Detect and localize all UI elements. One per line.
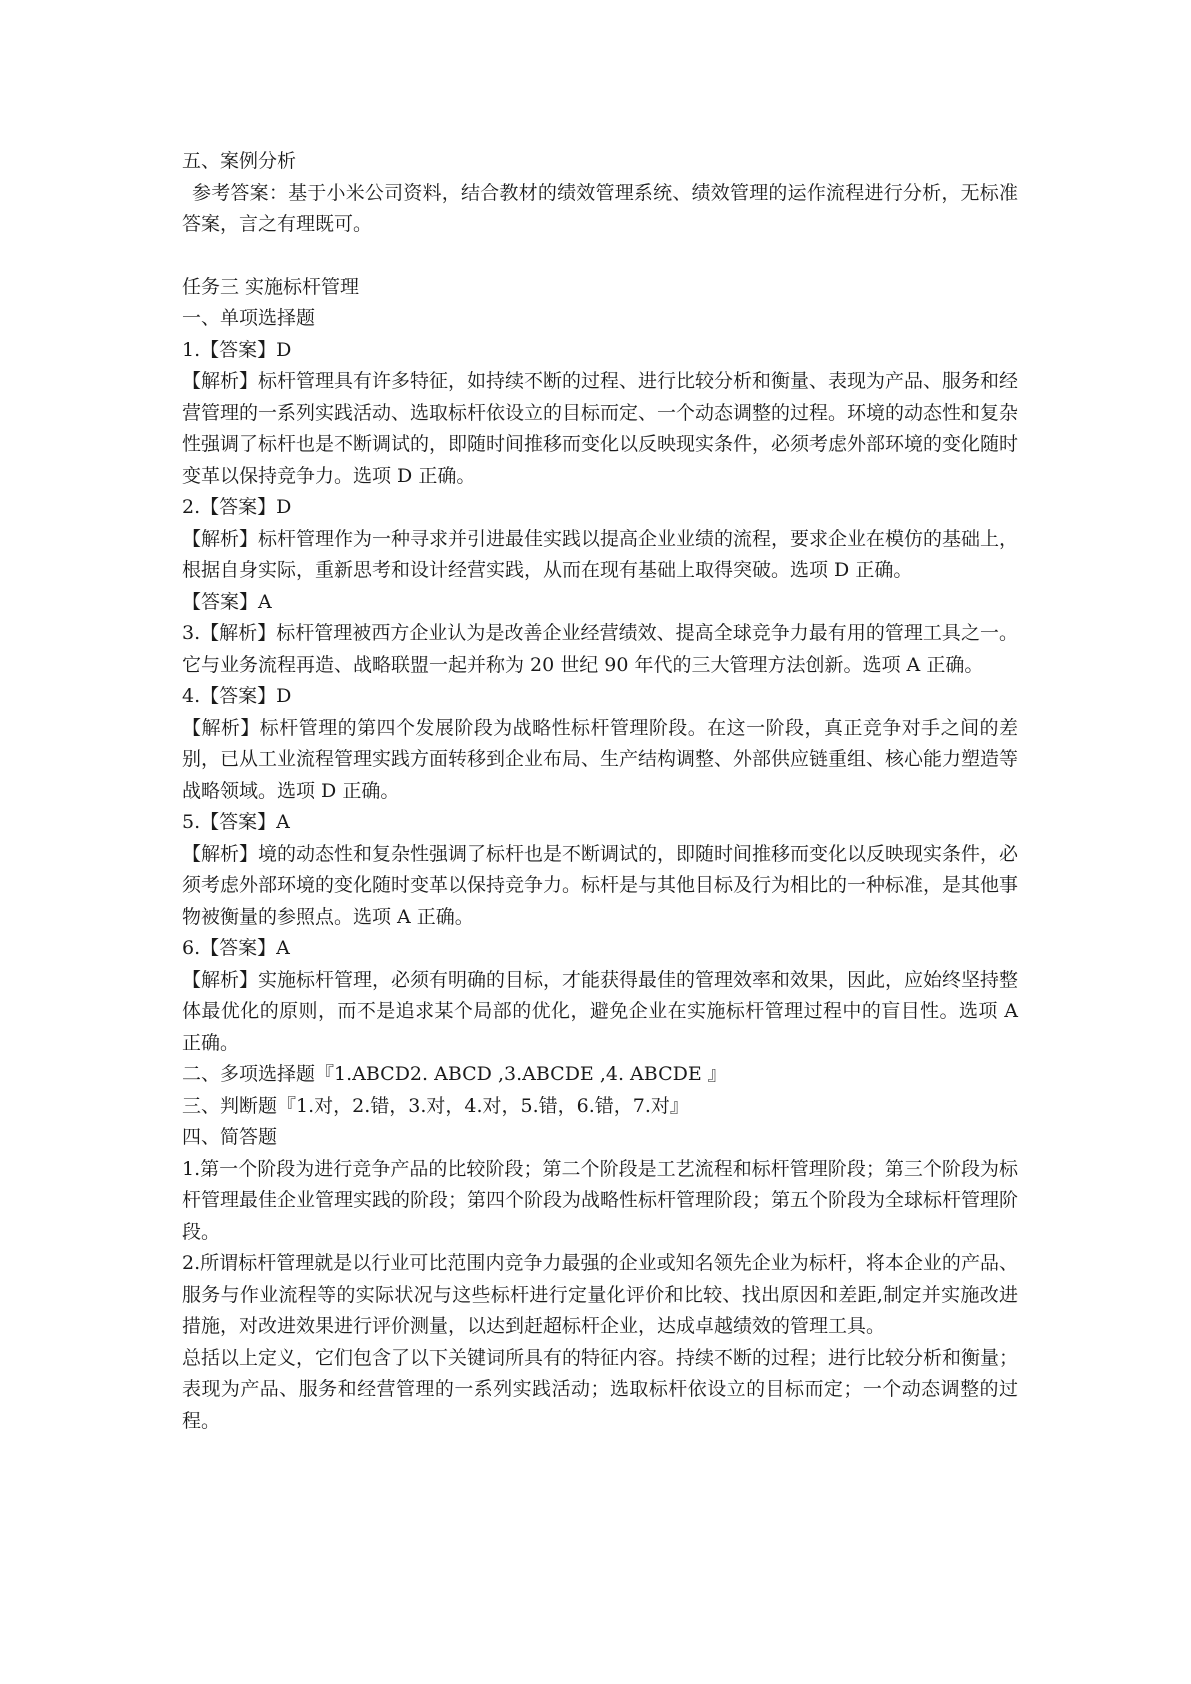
q1-answer: 1.【答案】D: [182, 338, 292, 361]
q4-answer: 4.【答案】D: [182, 685, 292, 707]
q4-analysis: 【解析】标杆管理的第四个发展阶段为战略性标杆管理阶段。在这一阶段，真正竞争对手之间的差别，已从工业流程管理实践方面转移到企业布局、生产结构调整、外部供应链重组、核心能力塑造等战略领域。选项 D 正确。: [182, 716, 1019, 802]
q2-analysis: 【解析】标杆管理作为一种寻求并引进最佳实践以提高企业业绩的流程，要求企业在模仿的基础上，根据自身实际，重新思考和设计经营实践，从而在现有基础上取得突破。选项 D 正确。: [182, 527, 1019, 581]
document-page: [182, 146, 1018, 1437]
single-choice-heading: 一、单项选择题: [182, 307, 316, 329]
q5-answer: 5.【答案】A: [182, 811, 290, 833]
short-answer-paragraph: 2.所谓标杆管理就是以行业可比范围内竞争力最强的企业或知名领先企业为标杆，将本企业的产品、服务与作业流程等的实际状况与这些标杆进行定量化评价和比较、找出原因和差距,制定并实施改进措施，对改进效果进行评价测量，以达到赶超标杆企业，达成卓越绩效的管理工具。: [182, 1252, 1018, 1337]
q3-answer: 【答案】A: [182, 590, 272, 613]
section5-heading: 五、案例分析: [182, 150, 297, 172]
section5-answer: 参考答案：基于小米公司资料，结合教材的绩效管理系统、绩效管理的运作流程进行分析，无标准答案，言之有理既可。: [182, 181, 1018, 235]
q6-answer: 6.【答案】A: [182, 937, 290, 959]
spacer: [182, 241, 1018, 272]
short-answer-heading: 四、简答题: [182, 1126, 278, 1148]
q1-analysis: 【解析】标杆管理具有许多特征，如持续不断的过程、进行比较分析和衡量、表现为产品、服务和经营管理的一系列实践活动、选取标杆依设立的目标而定、一个动态调整的过程。环境的动态性和复杂性强调了标杆也是不断调试的，即随时间推移而变化以反映现实条件，必须考虑外部环境的变化随时变革以保持竞争力。选项 D 正确。: [182, 370, 1019, 487]
q6-analysis: 【解析】实施标杆管理，必须有明确的目标，才能获得最佳的管理效率和效果，因此，应始终坚持整体最优化的原则，而不是追求某个局部的优化，避免企业在实施标杆管理过程中的盲目性。选项 A 正确。: [182, 968, 1019, 1054]
q5-analysis: 【解析】境的动态性和复杂性强调了标杆也是不断调试的，即随时间推移而变化以反映现实条件，必须考虑外部环境的变化随时变革以保持竞争力。标杆是与其他目标及行为相比的一种标准，是其他事物被衡量的参照点。选项 A 正确。: [182, 842, 1019, 928]
true-false-line: 三、判断题『1.对，2.错，3.对，4.对，5.错，6.错，7.对』: [182, 1094, 689, 1117]
q2-answer: 2.【答案】D: [182, 496, 292, 518]
short-answer-paragraph: 总括以上定义，它们包含了以下关键词所具有的特征内容。持续不断的过程；进行比较分析和衡量；表现为产品、服务和经营管理的一系列实践活动；选取标杆依设立的目标而定；一个动态调整的过程。: [182, 1346, 1019, 1432]
short-answer-paragraph: 1.第一个阶段为进行竞争产品的比较阶段；第二个阶段是工艺流程和标杆管理阶段；第三个阶段为标杆管理最佳企业管理实践的阶段；第四个阶段为战略性标杆管理阶段；第五个阶段为全球标杆管理阶段。: [182, 1157, 1019, 1243]
multi-choice-line: 二、多项选择题『1.ABCD2. ABCD ,3.ABCDE ,4. ABCDE 』: [182, 1063, 727, 1085]
task3-title: 任务三 实施标杆管理: [182, 275, 360, 298]
q3-analysis: 3.【解析】标杆管理被西方企业认为是改善企业经营绩效、提高全球竞争力最有用的管理工具之一。它与业务流程再造、战略联盟一起并称为 20 世纪 90 年代的三大管理方法创新。选项 A 正确。: [182, 622, 1018, 676]
